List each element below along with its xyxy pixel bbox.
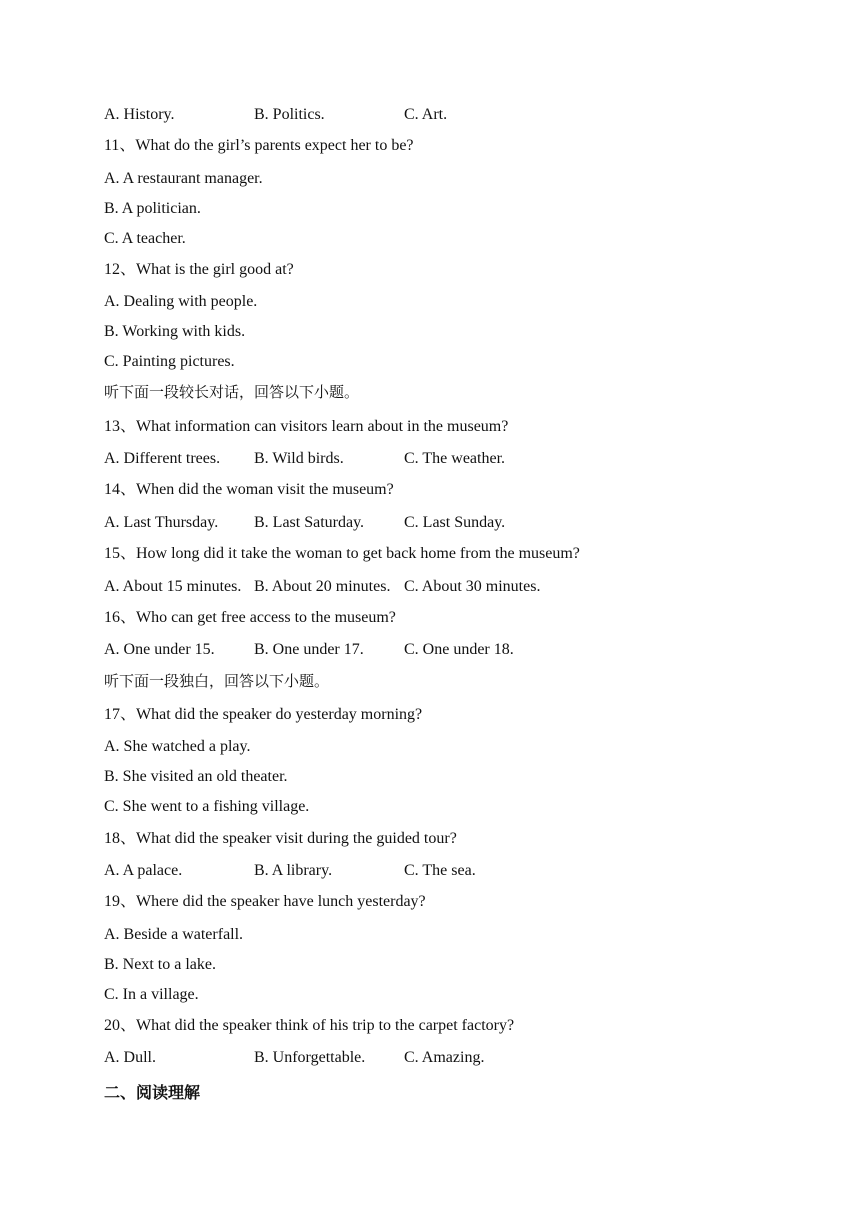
q12-option-b: B. Working with kids. [104, 323, 246, 340]
q12-option-c: C. Painting pictures. [104, 353, 235, 370]
q17-question: 17、What did the speaker do yesterday morning? [104, 706, 423, 723]
instruction-monologue: 听下面一段独白，回答以下小题。 [104, 672, 330, 690]
q17-option-b: B. She visited an old theater. [104, 768, 288, 785]
q14-option-b: B. Last Saturday. [254, 514, 365, 531]
q15-question: 15、How long did it take the woman to get back home from the museum? [104, 545, 580, 562]
q13-option-b: B. Wild birds. [254, 450, 344, 467]
q18-option-b: B. A library. [254, 862, 333, 879]
q11-option-c: C. A teacher. [104, 230, 186, 247]
q14-question: 14、When did the woman visit the museum? [104, 481, 394, 498]
q11-option-b: B. A politician. [104, 200, 201, 217]
q14-option-c: C. Last Sunday. [404, 514, 506, 531]
q16-option-a: A. One under 15. [104, 641, 215, 658]
q20-option-a: A. Dull. [104, 1049, 156, 1066]
q16-option-b: B. One under 17. [254, 641, 364, 658]
instruction-dialogue: 听下面一段较长对话，回答以下小题。 [104, 383, 360, 401]
q19-option-a: A. Beside a waterfall. [104, 926, 244, 943]
q10-option-b: B. Politics. [254, 106, 325, 123]
q14-option-a: A. Last Thursday. [104, 514, 219, 531]
q15-option-c: C. About 30 minutes. [404, 578, 541, 595]
q15-option-a: A. About 15 minutes. [104, 578, 242, 595]
q16-question: 16、Who can get free access to the museum? [104, 609, 396, 626]
q11-question: 11、What do the girl’s parents expect her to be? [104, 137, 414, 154]
q19-question: 19、Where did the speaker have lunch yesterday? [104, 893, 426, 910]
q10-option-a: A. History. [104, 106, 175, 123]
q18-option-a: A. A palace. [104, 862, 183, 879]
q19-option-b: B. Next to a lake. [104, 956, 216, 973]
q18-option-c: C. The sea. [404, 862, 476, 879]
q10-option-c: C. Art. [404, 106, 448, 123]
q20-option-b: B. Unforgettable. [254, 1049, 366, 1066]
section-heading: 二、阅读理解 [104, 1083, 201, 1102]
q13-question: 13、What information can visitors learn about in the museum? [104, 418, 509, 435]
q12-option-a: A. Dealing with people. [104, 293, 258, 310]
q13-option-a: A. Different trees. [104, 450, 221, 467]
q20-question: 20、What did the speaker think of his trip to the carpet factory? [104, 1017, 515, 1034]
q13-option-c: C. The weather. [404, 450, 506, 467]
q19-option-c: C. In a village. [104, 986, 199, 1003]
q18-question: 18、What did the speaker visit during the guided tour? [104, 830, 457, 847]
q12-question: 12、What is the girl good at? [104, 261, 294, 278]
q20-option-c: C. Amazing. [404, 1049, 485, 1066]
q11-option-a: A. A restaurant manager. [104, 170, 263, 187]
q17-option-c: C. She went to a fishing village. [104, 798, 310, 815]
q17-option-a: A. She watched a play. [104, 738, 251, 755]
q15-option-b: B. About 20 minutes. [254, 578, 391, 595]
q16-option-c: C. One under 18. [404, 641, 514, 658]
